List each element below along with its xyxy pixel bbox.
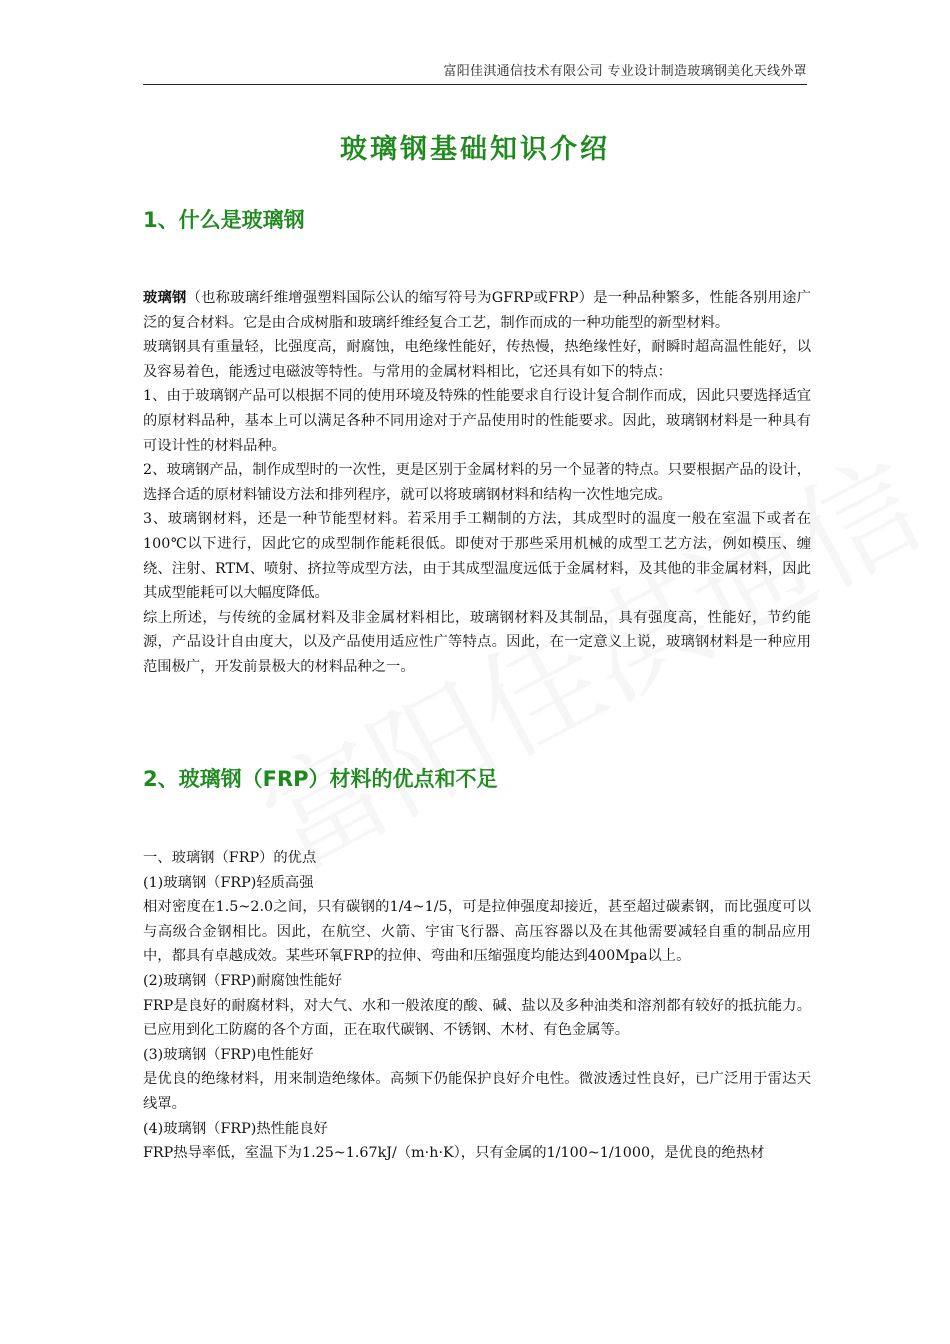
intro-text: （也称玻璃纤维增强塑料国际公认的缩写符号为GFRP或FRP）是一种品种繁多，性能各别用途广泛的复合材料。它是由合成树脂和玻璃纤维经复合工艺，制作而成的一种功能型的新型材料。 [143, 290, 811, 331]
section-2-paragraph: (2)玻璃钢（FRP)耐腐蚀性能好 [143, 972, 343, 989]
section-1-paragraph: 2、玻璃钢产品，制作成型时的一次性，更是区别于金属材料的另一个显著的特点。只要根据产品的设计，选择合适的原材料铺设方法和排列程序，就可以将玻璃钢材料和结构一次性地完成。 [143, 462, 811, 503]
section-2-paragraph: 是优良的绝缘材料，用来制造绝缘体。高频下仍能保护良好介电性。微波透过性良好，已广泛用于雷达天线罩。 [143, 1071, 811, 1112]
section-1-paragraph: 玻璃钢具有重量轻，比强度高，耐腐蚀，电绝缘性能好，传热慢，热绝缘性好，耐瞬时超高温性能好，以及容易着色，能透过电磁波等特性。与常用的金属材料相比，它还具有如下的特点： [143, 339, 811, 380]
header-divider [143, 84, 807, 85]
section-2-paragraph: (1)玻璃钢（FRP)轻质高强 [143, 874, 314, 891]
section-2-paragraph: (4)玻璃钢（FRP)热性能良好 [143, 1120, 328, 1137]
section-1-paragraph: 1、由于玻璃钢产品可以根据不同的使用环境及特殊的性能要求自行设计复合制作而成，因此只要选择适宜的原材料品种，基本上可以满足各种不同用途对于产品使用时的性能要求。因此，玻璃钢材料是一种具有可设计性的材料品种。 [143, 388, 811, 454]
section-2-paragraph: FRP是良好的耐腐材料，对大气、水和一般浓度的酸、碱、盐以及多种油类和溶剂都有较好的抵抗能力。已应用到化工防腐的各个方面，正在取代碳钢、不锈钢、木材、有色金属等。 [143, 997, 811, 1039]
section-2-paragraph: 相对密度在1.5~2.0之间，只有碳钢的1/4~1/5，可是拉伸强度却接近，甚至超过碳素钢，而比强度可以与高级合金钢相比。因此，在航空、火箭、宇宙飞行器、高压容器以及在其他需要减轻自重的制品应用中，都具有卓越成效。某些环氧FRP的拉伸、弯曲和压缩强度均能达到400Mpa以上。 [143, 899, 811, 965]
section-2-paragraph: 一、玻璃钢（FRP）的优点 [143, 850, 317, 866]
section-2-paragraph: FRP热导率低，室温下为1.25~1.67kJ/（m·h·K），只有金属的1/100~1/1000，是优良的绝热材 [143, 1145, 765, 1162]
document-title: 玻璃钢基础知识介绍 [340, 134, 610, 165]
section-1-heading: 1、什么是玻璃钢 [143, 208, 305, 232]
section-2-body [143, 846, 811, 1166]
section-2-heading: 2、玻璃钢（FRP）材料的优点和不足 [143, 767, 498, 791]
intro-term: 玻璃钢 [143, 290, 187, 306]
section-1-paragraph: 综上所述，与传统的金属材料及非金属材料相比，玻璃钢材料及其制品，具有强度高，性能好，节约能源，产品设计自由度大，以及产品使用适应性广等特点。因此，在一定意义上说，玻璃钢材料是一种应用范围极广，开发前景极大的材料品种之一。 [143, 609, 811, 675]
page-header: 富阳佳淇通信技术有限公司 专业设计制造玻璃钢美化天线外罩 [443, 64, 807, 79]
section-1-paragraph: 3、玻璃钢材料，还是一种节能型材料。若采用手工糊制的方法，其成型时的温度一般在室温下或者在100℃以下进行，因此它的成型制作能耗很低。即使对于那些采用机械的成型工艺方法，例如模压、缠绕、注射、RTM、喷射、挤拉等成型方法，由于其成型温度远低于金属材料，及其他的非金属材料，因此其成型能耗可以大幅度降低。 [143, 511, 811, 602]
section-1-body [143, 286, 811, 680]
section-2-paragraph: (3)玻璃钢（FRP)电性能好 [143, 1046, 314, 1063]
section-1-intro [143, 286, 811, 335]
